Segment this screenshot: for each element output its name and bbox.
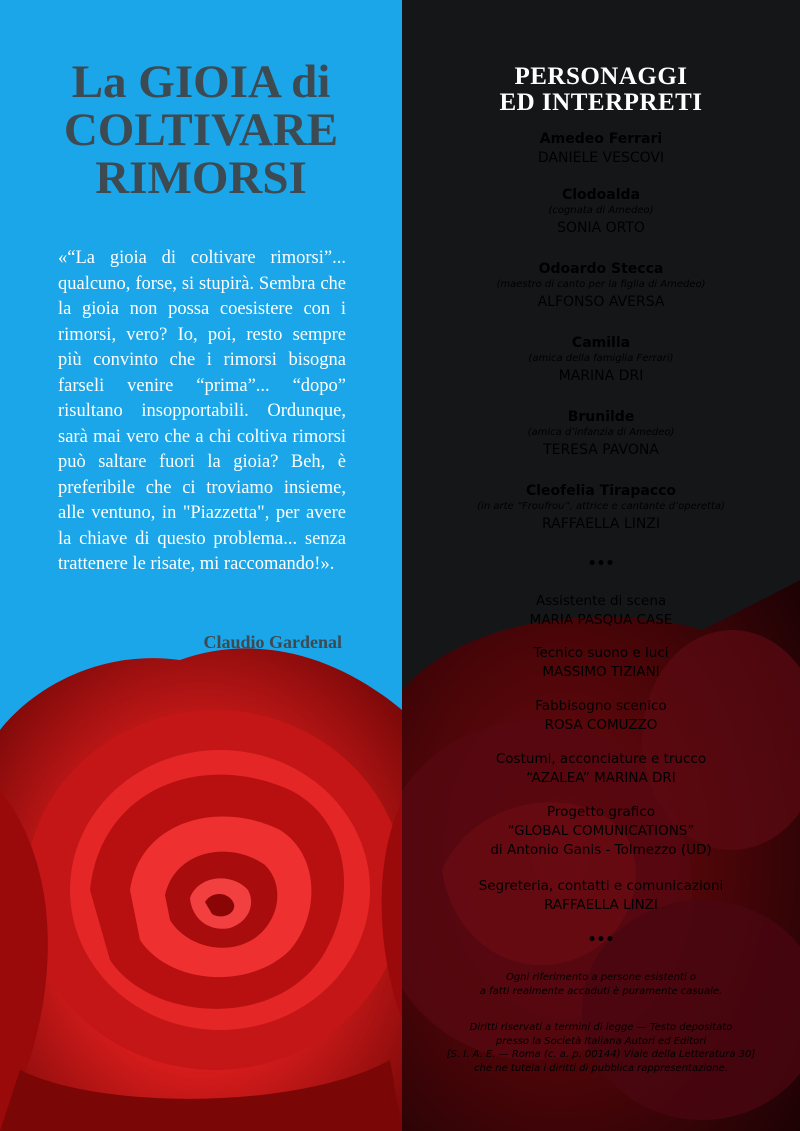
- character-name: Odoardo Stecca: [538, 261, 664, 277]
- right-panel: [402, 0, 800, 1131]
- crew-role: Segreteria, contatti e comunicazioni: [478, 878, 724, 894]
- character-name: Camilla: [571, 335, 631, 351]
- cast-entry: [402, 186, 800, 238]
- separator-dots: •••: [587, 932, 615, 948]
- character-name: Brunilde: [567, 409, 635, 425]
- disclaimer-fiction: [432, 971, 770, 998]
- character-note: (maestro di canto per la figlia di Amedeo): [496, 279, 706, 290]
- crew-member: MASSIMO TIZIANI: [542, 664, 660, 680]
- cast-entry: [402, 260, 800, 312]
- crew-member: MARIA PASQUA CASE: [529, 612, 673, 628]
- crew-role: Fabbisogno scenico: [535, 698, 667, 714]
- cast-entry: [402, 482, 800, 534]
- character-name: Amedeo Ferrari: [539, 131, 663, 147]
- title-line: RIMORSI: [95, 152, 307, 204]
- cast-heading-line: ED INTERPRETI: [499, 89, 703, 116]
- red-rose-image: [0, 640, 402, 1131]
- author-quote: «“La gioia di coltivare rimorsi”... qualcuno, forse, si stupirà. Sembra che la gioia non possa coesistere con i rimorsi, vero? Io, poi, resto sempre più convinto che i rimorsi bisogna farseli venire “prima”... “dopo” risultano insopportabili. Ordunque, sarà mai vero che a chi coltiva rimorsi può saltare fuori la gioia? Beh, è preferibile che ci troviamo insieme, alle ventuno, in "Piazzetta", per avere la chiave di questo problema... senza trattenere le risate, mi raccomando!».: [58, 248, 346, 574]
- actor-name: SONIA ORTO: [557, 220, 645, 236]
- title-line: La GIOIA di: [71, 56, 331, 108]
- crew-role: Tecnico suono e luci: [533, 645, 669, 661]
- crew-role: Progetto grafico: [546, 804, 655, 820]
- crew-entry: [402, 697, 800, 735]
- disclaimer-line: che ne tutela i diritti di pubblica rappresentazione.: [474, 1062, 728, 1074]
- actor-name: DANIELE VESCOVI: [537, 150, 665, 166]
- play-title: [0, 58, 402, 202]
- crew-entry: [402, 877, 800, 915]
- character-name: Clodoalda: [561, 187, 641, 203]
- separator-dots: •••: [587, 556, 615, 572]
- crew-entry: [402, 750, 800, 788]
- cast-entry: [402, 408, 800, 460]
- disclaimer-line: a fatti realmente accaduti è puramente casuale.: [479, 985, 723, 997]
- disclaimer-line: [S. I. A. E. — Roma (c. a. p. 00144) Viale della Letteratura 30]: [446, 1049, 756, 1060]
- actor-name: MARINA DRI: [558, 368, 644, 384]
- disclaimer-rights: [432, 1021, 770, 1075]
- actor-name: TERESA PAVONA: [543, 442, 659, 458]
- actor-name: ALFONSO AVERSA: [537, 294, 665, 310]
- author-signature: Claudio Gardenal: [203, 632, 342, 652]
- crew-member: RAFFAELLA LINZI: [544, 897, 658, 913]
- crew-role: Assistente di scena: [535, 593, 667, 609]
- crew-entry: [402, 592, 800, 630]
- character-name: Cleofelia Tirapacco: [525, 483, 677, 499]
- disclaimer-line: Ogni riferimento a persone esistenti o: [505, 972, 697, 983]
- cast-entry: [402, 130, 800, 168]
- crew-role: Costumi, acconciature e trucco: [495, 751, 707, 767]
- actor-name: RAFFAELLA LINZI: [541, 516, 661, 532]
- character-note: (cognata di Amedeo): [548, 205, 654, 216]
- crew-entry: [402, 803, 800, 860]
- crew-member: ROSA COMUZZO: [544, 717, 658, 733]
- cast-heading: [402, 64, 800, 116]
- crew-entry: [402, 644, 800, 682]
- character-note: (amica della famiglia Ferrari): [528, 353, 674, 364]
- cast-heading-line: PERSONAGGI: [514, 63, 688, 90]
- character-note: (amica d’infanzia di Amedeo): [527, 427, 675, 438]
- character-note: (in arte “Froufrou”, attrice e cantante d’operetta): [477, 501, 725, 512]
- crew-member-detail: di Antonio Ganis - Tolmezzo (UD): [490, 842, 712, 858]
- disclaimer-line: presso la Società Italiana Autori ed Editori: [495, 1035, 707, 1047]
- disclaimer-line: Diritti riservati a termini di legge — Testo depositato: [469, 1022, 733, 1033]
- title-line: COLTIVARE: [63, 104, 339, 156]
- cast-entry: [402, 334, 800, 386]
- crew-member: “GLOBAL COMUNICATIONS”: [507, 823, 695, 839]
- crew-member: “AZALEA” MARINA DRI: [526, 770, 676, 786]
